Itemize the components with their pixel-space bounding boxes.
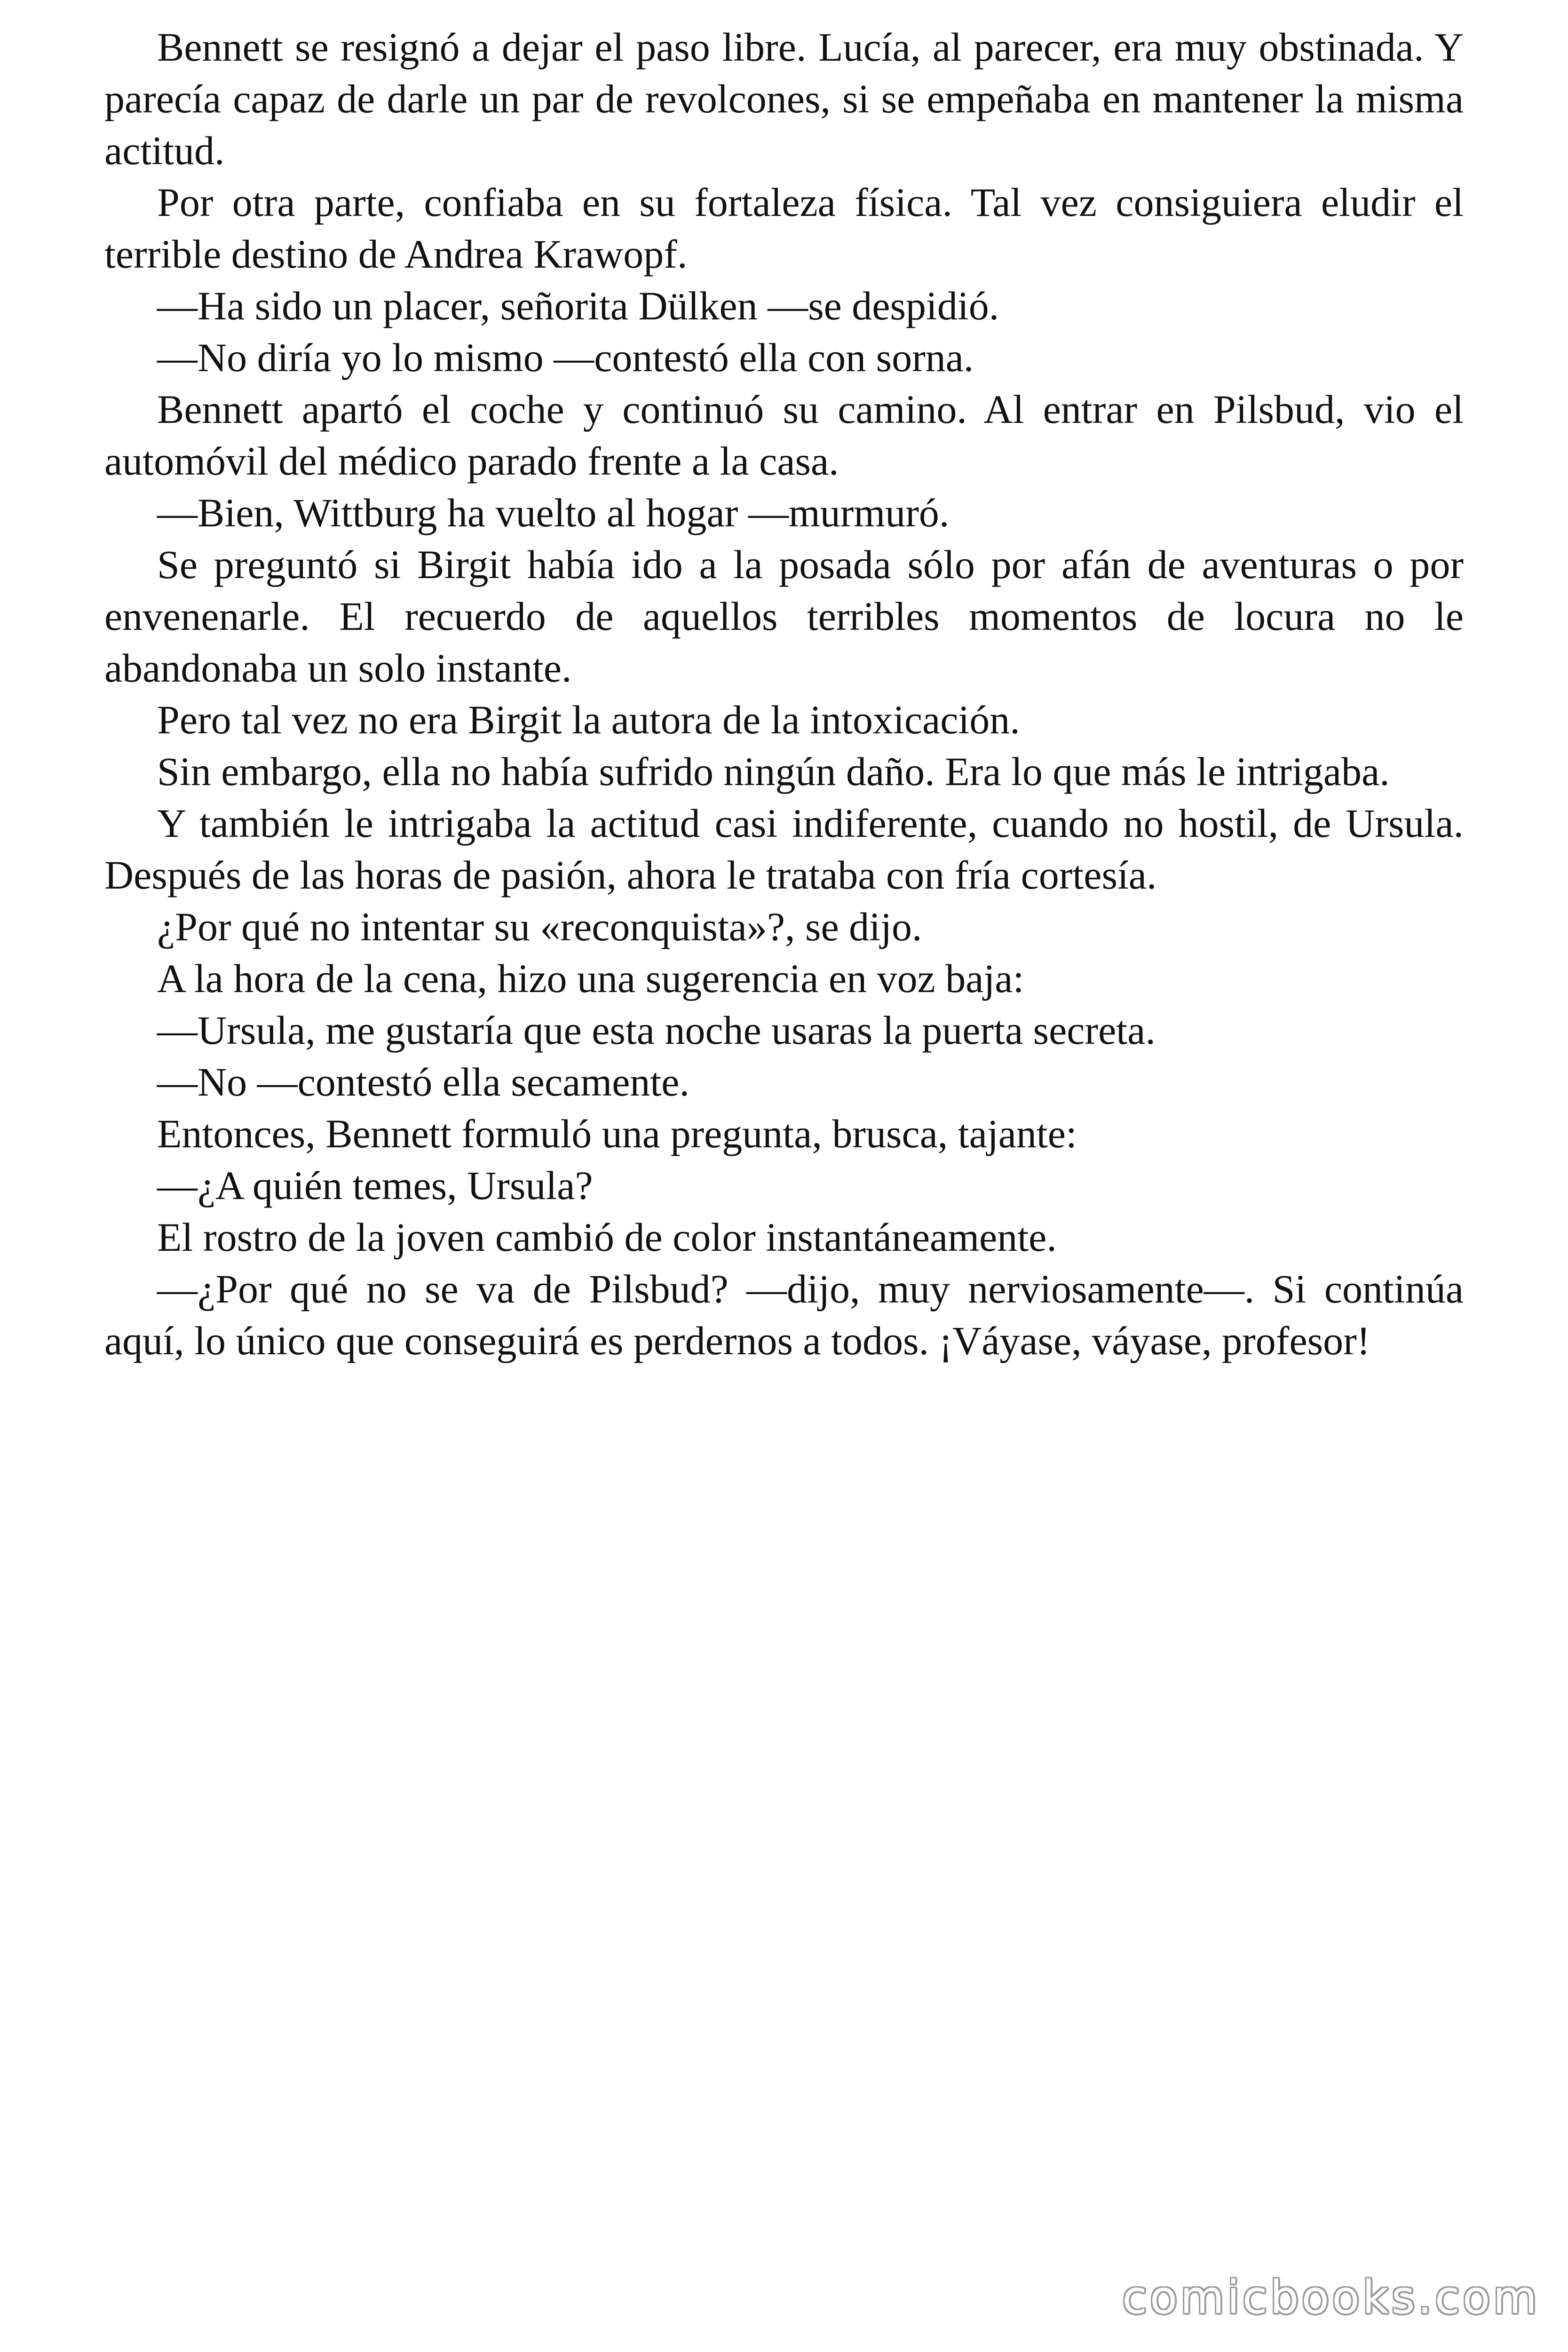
- paragraph: Pero tal vez no era Birgit la autora de la intoxicación.: [157, 697, 1020, 742]
- paragraph: —No diría yo lo mismo —contestó ella con sorna.: [157, 335, 974, 380]
- paragraph: —No —contestó ella secamente.: [157, 1059, 689, 1104]
- paragraph: Sin embargo, ella no había sufrido ningún daño. Era lo que más le intrigaba.: [157, 749, 1390, 794]
- paragraph: ¿Por qué no intentar su «reconquista»?, se dijo.: [157, 904, 922, 949]
- paragraph: —¿A quién temes, Ursula?: [157, 1163, 593, 1208]
- paragraph: Se preguntó si Birgit había ido a la posada sólo por afán de aventuras o por envenenarle. El recuerdo de aquellos terribles momentos de locura no le abandonaba un solo instante.: [104, 542, 1464, 691]
- body-text: [104, 21, 1464, 1367]
- paragraph: A la hora de la cena, hizo una sugerencia en voz baja:: [157, 956, 1024, 1001]
- paragraph: Bennett apartó el coche y continuó su camino. Al entrar en Pilsbud, vio el automóvil del médico parado frente a la casa.: [104, 387, 1464, 484]
- paragraph: —Bien, Wittburg ha vuelto al hogar —murmuró.: [157, 490, 950, 535]
- paragraph: Y también le intrigaba la actitud casi indiferente, cuando no hostil, de Ursula. Después de las horas de pasión, ahora le trataba con fría cortesía.: [104, 801, 1464, 898]
- paragraph: —Ursula, me gustaría que esta noche usaras la puerta secreta.: [157, 1008, 1156, 1053]
- paragraph: —Ha sido un placer, señorita Dülken —se despidió.: [157, 283, 999, 328]
- paragraph: Por otra parte, confiaba en su fortaleza física. Tal vez consiguiera eludir el terrible destino de Andrea Krawopf.: [104, 180, 1464, 277]
- paragraph: Entonces, Bennett formuló una pregunta, brusca, tajante:: [157, 1111, 1077, 1156]
- paragraph: El rostro de la joven cambió de color instantáneamente.: [157, 1215, 1057, 1260]
- paragraph: —¿Por qué no se va de Pilsbud? —dijo, muy nerviosamente—. Si continúa aquí, lo único que conseguirá es perdernos a todos. ¡Váyase, váyase, profesor!: [104, 1266, 1464, 1363]
- watermark: comicbooks.com: [1122, 2271, 1540, 2324]
- paragraph: Bennett se resignó a dejar el paso libre. Lucía, al parecer, era muy obstinada. Y parecía capaz de darle un par de revolcones, si se empeñaba en mantener la misma actitud.: [104, 24, 1464, 173]
